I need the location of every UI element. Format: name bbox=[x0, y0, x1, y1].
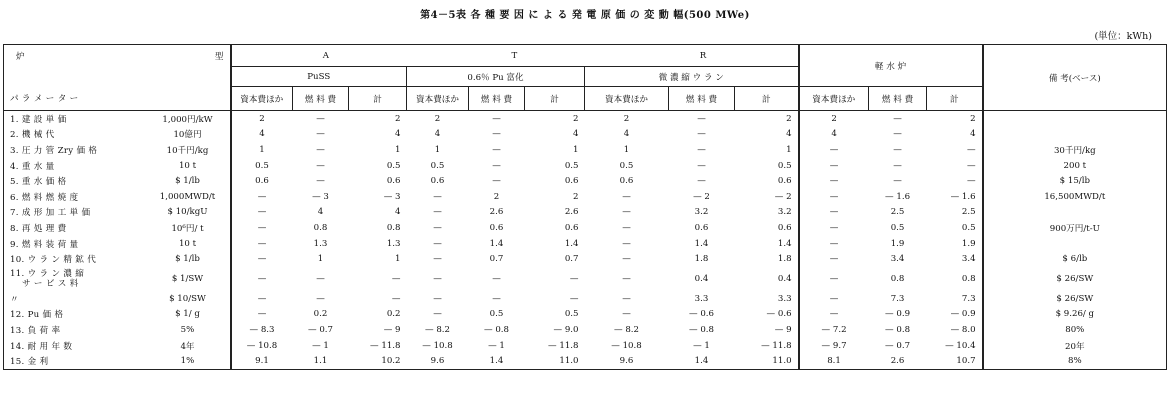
total-value: 1 bbox=[395, 254, 401, 265]
col-fuel: 燃 料 費 bbox=[869, 87, 927, 111]
atr-header: A T R bbox=[231, 45, 799, 67]
fuel-value: — bbox=[893, 176, 902, 187]
parameter-unit: 10 t bbox=[178, 160, 197, 171]
capital-value: 1 bbox=[623, 144, 630, 155]
capital-value: — bbox=[231, 220, 293, 236]
table-row bbox=[4, 173, 1167, 189]
col-fuel: 燃 料 費 bbox=[669, 87, 735, 111]
table-row bbox=[4, 158, 1167, 174]
unit-label: (単位：kWh) bbox=[1094, 31, 1152, 42]
remarks-value: 900万円/t-U bbox=[983, 220, 1167, 236]
parameter-name: 9. 燃 料 装 荷 量 bbox=[4, 236, 146, 252]
capital-value: — 9.7 bbox=[799, 338, 869, 354]
capital-value: — 8.3 bbox=[231, 322, 293, 338]
capital-value: 2 bbox=[623, 113, 630, 124]
fuel-value: — 0.9 bbox=[885, 309, 911, 320]
remarks-value bbox=[983, 205, 1167, 221]
capital-value: 4 bbox=[434, 129, 441, 140]
table-row bbox=[4, 142, 1167, 158]
capital-value: — bbox=[799, 291, 869, 307]
table-body bbox=[4, 111, 1167, 370]
capital-value: 9.6 bbox=[585, 353, 669, 369]
table-row bbox=[4, 338, 1167, 354]
parameter-name: 11. ウ ラ ン 濃 縮 サ ー ビ ス 料 bbox=[4, 267, 146, 291]
fuel-value: — bbox=[697, 176, 706, 187]
fuel-value: — bbox=[492, 160, 501, 171]
total-value: — 0.6 bbox=[766, 309, 792, 320]
capital-value: — bbox=[799, 189, 869, 205]
total-value: — bbox=[391, 293, 401, 304]
fuel-value: — bbox=[697, 144, 706, 155]
fuel-value: 0.8 bbox=[313, 222, 328, 233]
capital-value: — bbox=[433, 293, 442, 304]
capital-value: — 7.2 bbox=[799, 322, 869, 338]
total-value: 4 bbox=[786, 129, 792, 140]
capital-value: — bbox=[799, 267, 869, 291]
total-value: — bbox=[966, 160, 976, 171]
parameter-name: 15. 金 利 bbox=[4, 353, 146, 369]
fuel-value: — bbox=[697, 160, 706, 171]
total-value: — bbox=[966, 144, 976, 155]
total-value: 2 bbox=[786, 113, 792, 124]
table-row bbox=[4, 267, 1167, 291]
fuel-value: 2.6 bbox=[869, 353, 927, 369]
capital-value: — bbox=[622, 191, 631, 202]
fuel-value: — 0.8 bbox=[484, 324, 509, 335]
parameter-header: パ ラ メ ー タ ー bbox=[4, 87, 231, 111]
col-total: 計 bbox=[735, 87, 799, 111]
table-row bbox=[4, 236, 1167, 252]
total-value: 1.8 bbox=[777, 254, 792, 265]
capital-value: — 8.2 bbox=[614, 324, 639, 335]
capital-value: 0.5 bbox=[430, 160, 445, 171]
remarks-value: 20年 bbox=[983, 338, 1167, 354]
parameter-unit: $ 1/lb bbox=[175, 254, 200, 265]
table-row bbox=[4, 111, 1167, 127]
fuel-value: 2 bbox=[493, 191, 500, 202]
capital-value: — bbox=[231, 291, 293, 307]
total-value: — 0.9 bbox=[950, 309, 976, 320]
capital-value: — bbox=[433, 238, 442, 249]
capital-value: — bbox=[799, 142, 869, 158]
capital-value: — bbox=[433, 273, 442, 284]
total-value: 10.7 bbox=[927, 353, 983, 369]
parameter-unit: 1,000MWD/t bbox=[159, 191, 216, 202]
total-value: 1 bbox=[395, 144, 401, 155]
parameter-name: 4. 重 水 量 bbox=[4, 158, 146, 174]
capital-value: 0.6 bbox=[231, 173, 293, 189]
fuel-value: 0.4 bbox=[694, 273, 709, 284]
fuel-value: — 0.7 bbox=[308, 324, 333, 335]
capital-value: — bbox=[799, 236, 869, 252]
capital-value: — bbox=[433, 222, 442, 233]
fuel-value: 0.5 bbox=[890, 222, 905, 233]
total-value: — 1.6 bbox=[950, 191, 976, 202]
capital-value: — bbox=[622, 207, 631, 218]
total-value: — 3 bbox=[383, 191, 401, 202]
cost-variation-table bbox=[3, 44, 1167, 370]
parameter-name: 12. Pu 価 格 bbox=[4, 307, 146, 323]
group-low-enriched-u: 微 濃 縮 ウ ラ ン bbox=[585, 67, 799, 87]
capital-value: — 8.2 bbox=[425, 324, 450, 335]
fuel-value: 3.3 bbox=[694, 293, 709, 304]
parameter-name: 6. 燃 料 燃 焼 度 bbox=[4, 189, 146, 205]
col-fuel: 燃 料 費 bbox=[293, 87, 349, 111]
capital-value: — bbox=[231, 205, 293, 221]
total-value: 2.5 bbox=[961, 207, 976, 218]
capital-value: — bbox=[231, 251, 293, 267]
total-value: 0.6 bbox=[386, 176, 401, 187]
col-fuel: 燃 料 費 bbox=[469, 87, 525, 111]
capital-value: 0.6 bbox=[430, 176, 445, 187]
fuel-value: — 0.7 bbox=[885, 340, 911, 351]
parameter-unit: 10千円/kg bbox=[166, 145, 209, 156]
total-value: 0.7 bbox=[564, 254, 579, 265]
parameter-name: 13. 負 荷 率 bbox=[4, 322, 146, 338]
col-total: 計 bbox=[525, 87, 585, 111]
total-value: 2 bbox=[395, 113, 401, 124]
parameter-unit: $ 10/kgU bbox=[167, 207, 208, 218]
fuel-value: — bbox=[697, 113, 706, 124]
capital-value: — bbox=[433, 191, 442, 202]
total-value: 7.3 bbox=[961, 293, 976, 304]
remarks-value bbox=[983, 127, 1167, 143]
total-value: 1 bbox=[573, 144, 579, 155]
remarks-value: 16,500MWD/t bbox=[983, 189, 1167, 205]
capital-value: — bbox=[799, 173, 869, 189]
capital-value: 2 bbox=[231, 111, 293, 127]
parameter-name: 1. 建 設 単 価 bbox=[4, 111, 146, 127]
parameter-unit: 4年 bbox=[180, 341, 195, 352]
fuel-value: 1.8 bbox=[694, 254, 709, 265]
parameter-name: 10. ウ ラ ン 精 鉱 代 bbox=[4, 251, 146, 267]
fuel-value: 1.1 bbox=[293, 353, 349, 369]
fuel-value: — 1.6 bbox=[885, 191, 911, 202]
total-value: — bbox=[966, 176, 976, 187]
fuel-value: 2.5 bbox=[890, 207, 905, 218]
fuel-value: — bbox=[893, 129, 902, 140]
fuel-value: 3.2 bbox=[694, 207, 709, 218]
fuel-value: — bbox=[316, 129, 325, 140]
col-capital: 資本費ほか bbox=[585, 87, 669, 111]
fuel-value: 0.6 bbox=[694, 222, 709, 233]
fuel-value: 3.4 bbox=[890, 254, 905, 265]
parameter-unit: $ 1/SW bbox=[171, 273, 204, 284]
parameter-name: 2. 機 械 代 bbox=[4, 127, 146, 143]
capital-value: — bbox=[433, 254, 442, 265]
total-value: 3.4 bbox=[961, 254, 976, 265]
fuel-value: — 0.6 bbox=[689, 309, 714, 320]
parameter-unit: 10⁶円/ t bbox=[171, 223, 204, 234]
parameter-unit: 1% bbox=[146, 353, 231, 369]
total-value: — 9 bbox=[774, 324, 792, 335]
capital-value: — 10.8 bbox=[231, 338, 293, 354]
fuel-value: 0.8 bbox=[890, 273, 905, 284]
fuel-value: 1.3 bbox=[313, 238, 328, 249]
col-total: 計 bbox=[349, 87, 407, 111]
fuel-value: — bbox=[492, 113, 501, 124]
table-row bbox=[4, 205, 1167, 221]
total-value: 0.6 bbox=[564, 222, 579, 233]
fuel-value: 1.4 bbox=[694, 238, 709, 249]
total-value: — 10.4 bbox=[945, 340, 976, 351]
total-value: 0.5 bbox=[777, 160, 792, 171]
total-value: 0.2 bbox=[386, 309, 401, 320]
fuel-value: — 1 bbox=[488, 340, 505, 351]
capital-value: — 10.8 bbox=[422, 340, 453, 351]
total-value: 0.8 bbox=[386, 222, 401, 233]
reactor-type-header: 炉 型 bbox=[4, 45, 231, 67]
total-value: 0.8 bbox=[961, 273, 976, 284]
total-value: 1 bbox=[786, 144, 792, 155]
fuel-value: — 2 bbox=[693, 191, 710, 202]
parameter-name: 7. 成 形 加 工 単 価 bbox=[4, 205, 146, 221]
remarks-value: 30千円/kg bbox=[983, 142, 1167, 158]
fuel-value: — bbox=[316, 144, 325, 155]
total-value: 4 bbox=[395, 207, 401, 218]
capital-value: 2 bbox=[434, 113, 441, 124]
total-value: 0.5 bbox=[564, 160, 579, 171]
fuel-value: 1.4 bbox=[669, 353, 735, 369]
total-value: — 2 bbox=[774, 191, 792, 202]
fuel-value: 0.6 bbox=[489, 222, 504, 233]
remarks-value: 80% bbox=[983, 322, 1167, 338]
total-value: 0.5 bbox=[961, 222, 976, 233]
total-value: 4 bbox=[573, 129, 579, 140]
table-row bbox=[4, 291, 1167, 307]
parameter-unit: $ 10/SW bbox=[169, 293, 206, 304]
remarks-value: $ 15/lb bbox=[983, 173, 1167, 189]
table-row bbox=[4, 353, 1167, 369]
parameter-unit: $ 1/lb bbox=[175, 176, 200, 187]
capital-value: — bbox=[622, 273, 631, 284]
parameter-name: 〃 bbox=[4, 291, 146, 307]
fuel-value: — 0.8 bbox=[885, 324, 911, 335]
capital-value: — bbox=[799, 158, 869, 174]
capital-value: 1 bbox=[231, 142, 293, 158]
total-value: 0.5 bbox=[564, 309, 579, 320]
total-value: — bbox=[569, 293, 579, 304]
fuel-value: — bbox=[893, 113, 902, 124]
capital-value: 0.5 bbox=[231, 158, 293, 174]
capital-value: — bbox=[433, 207, 442, 218]
parameter-unit: 10億円 bbox=[173, 130, 202, 141]
fuel-value: — bbox=[492, 273, 501, 284]
remarks-value: 200 t bbox=[983, 158, 1167, 174]
total-value: 0.5 bbox=[386, 160, 401, 171]
total-value: 2 bbox=[970, 113, 976, 124]
total-value: 2.6 bbox=[564, 207, 579, 218]
capital-value: — bbox=[622, 254, 631, 265]
capital-value: — bbox=[799, 251, 869, 267]
fuel-value: — 3 bbox=[312, 191, 329, 202]
parameter-name: 8. 再 処 理 費 bbox=[4, 220, 146, 236]
fuel-value: 4 bbox=[317, 207, 324, 218]
total-value: 11.0 bbox=[525, 353, 585, 369]
capital-value: 4 bbox=[231, 127, 293, 143]
total-value: 1.4 bbox=[564, 238, 579, 249]
table-row bbox=[4, 307, 1167, 323]
col-capital: 資本費ほか bbox=[231, 87, 293, 111]
capital-value: 9.6 bbox=[407, 353, 469, 369]
capital-value: — bbox=[231, 236, 293, 252]
group-pu-enriched: 0.6％ Pu 富化 bbox=[407, 67, 585, 87]
total-value: 3.2 bbox=[777, 207, 792, 218]
capital-value: 2 bbox=[799, 111, 869, 127]
total-value: — 11.8 bbox=[548, 340, 579, 351]
parameter-unit: $ 1/ g bbox=[175, 309, 200, 320]
parameter-name: 14. 耐 用 年 数 bbox=[4, 338, 146, 354]
fuel-value: — bbox=[492, 176, 501, 187]
lwr-header: 軽 水 炉 bbox=[799, 45, 983, 87]
total-value: 1.3 bbox=[386, 238, 401, 249]
total-value: — bbox=[569, 273, 579, 284]
capital-value: — bbox=[231, 267, 293, 291]
capital-value: 8.1 bbox=[799, 353, 869, 369]
fuel-value: — bbox=[893, 160, 902, 171]
fuel-value: — bbox=[316, 113, 325, 124]
fuel-value: — bbox=[492, 144, 501, 155]
remarks-value bbox=[983, 236, 1167, 252]
total-value: — bbox=[391, 273, 401, 284]
fuel-value: — bbox=[492, 293, 501, 304]
fuel-value: — bbox=[697, 129, 706, 140]
capital-value: — bbox=[231, 189, 293, 205]
remarks-value: $ 26/SW bbox=[983, 267, 1167, 291]
total-value: 11.0 bbox=[735, 353, 799, 369]
total-value: 1.9 bbox=[961, 238, 976, 249]
table-title: 第4－5表 各 種 要 因 に よ る 発 電 原 価 の 変 動 幅(500 MWe) bbox=[420, 10, 750, 21]
parameter-name: 5. 重 水 価 格 bbox=[4, 173, 146, 189]
col-capital: 資本費ほか bbox=[407, 87, 469, 111]
total-value: 1.4 bbox=[777, 238, 792, 249]
remarks-value: 8% bbox=[983, 353, 1167, 369]
fuel-value: — 0.8 bbox=[689, 324, 714, 335]
capital-value: — bbox=[622, 238, 631, 249]
remarks-value: $ 9.26/ g bbox=[983, 307, 1167, 323]
fuel-value: 0.5 bbox=[489, 309, 504, 320]
total-value: — 9 bbox=[383, 324, 401, 335]
total-value: — 11.8 bbox=[370, 340, 401, 351]
parameter-unit: 5% bbox=[180, 324, 195, 335]
capital-value: — 10.8 bbox=[611, 340, 642, 351]
table-row bbox=[4, 322, 1167, 338]
parameter-unit: 1,000円/kW bbox=[162, 114, 213, 125]
capital-value: — bbox=[231, 307, 293, 323]
total-value: 2 bbox=[573, 113, 579, 124]
total-value: 0.6 bbox=[777, 176, 792, 187]
total-value: 2 bbox=[573, 191, 579, 202]
capital-value: 0.5 bbox=[619, 160, 634, 171]
fuel-value: — bbox=[893, 144, 902, 155]
capital-value: — bbox=[622, 309, 631, 320]
fuel-value: — bbox=[316, 293, 325, 304]
fuel-value: — bbox=[316, 176, 325, 187]
fuel-value: 1.4 bbox=[489, 238, 504, 249]
table-row bbox=[4, 127, 1167, 143]
fuel-value: — bbox=[316, 160, 325, 171]
capital-value: 4 bbox=[799, 127, 869, 143]
total-value: 10.2 bbox=[349, 353, 407, 369]
fuel-value: — 1 bbox=[693, 340, 710, 351]
fuel-value: — 1 bbox=[312, 340, 329, 351]
capital-value: — bbox=[433, 309, 442, 320]
table-row bbox=[4, 189, 1167, 205]
capital-value: 9.1 bbox=[231, 353, 293, 369]
fuel-value: 0.2 bbox=[313, 309, 328, 320]
total-value: 0.6 bbox=[777, 222, 792, 233]
fuel-value: 7.3 bbox=[890, 293, 905, 304]
parameter-unit: 10 t bbox=[178, 238, 197, 249]
col-capital: 資本費ほか bbox=[799, 87, 869, 111]
col-total: 計 bbox=[927, 87, 983, 111]
capital-value: — bbox=[622, 222, 631, 233]
remarks-value: $ 26/SW bbox=[983, 291, 1167, 307]
total-value: 4 bbox=[395, 129, 401, 140]
total-value: 4 bbox=[970, 129, 976, 140]
capital-value: — bbox=[799, 220, 869, 236]
remarks-value: $ 6/lb bbox=[983, 251, 1167, 267]
total-value: 3.3 bbox=[777, 293, 792, 304]
capital-value: 0.6 bbox=[619, 176, 634, 187]
capital-value: — bbox=[622, 293, 631, 304]
fuel-value: — bbox=[492, 129, 501, 140]
capital-value: 4 bbox=[623, 129, 630, 140]
capital-value: — bbox=[799, 205, 869, 221]
remarks-value bbox=[983, 111, 1167, 127]
fuel-value: 1.9 bbox=[890, 238, 905, 249]
total-value: 0.4 bbox=[777, 273, 792, 284]
fuel-value: 2.6 bbox=[489, 207, 504, 218]
remarks-header: 備 考(ベース) bbox=[983, 45, 1167, 111]
table-row bbox=[4, 251, 1167, 267]
table-row bbox=[4, 220, 1167, 236]
total-value: 0.6 bbox=[564, 176, 579, 187]
total-value: — 8.0 bbox=[950, 324, 976, 335]
fuel-value: 1 bbox=[317, 254, 324, 265]
fuel-value: 1.4 bbox=[469, 353, 525, 369]
capital-value: — bbox=[799, 307, 869, 323]
capital-value: 1 bbox=[434, 144, 441, 155]
total-value: — 11.8 bbox=[761, 340, 792, 351]
group-puss: PuSS bbox=[231, 67, 407, 87]
total-value: — 9.0 bbox=[553, 324, 579, 335]
parameter-name: 3. 圧 力 管 Zry 価 格 bbox=[4, 142, 146, 158]
fuel-value: — bbox=[316, 273, 325, 284]
fuel-value: 0.7 bbox=[489, 254, 504, 265]
